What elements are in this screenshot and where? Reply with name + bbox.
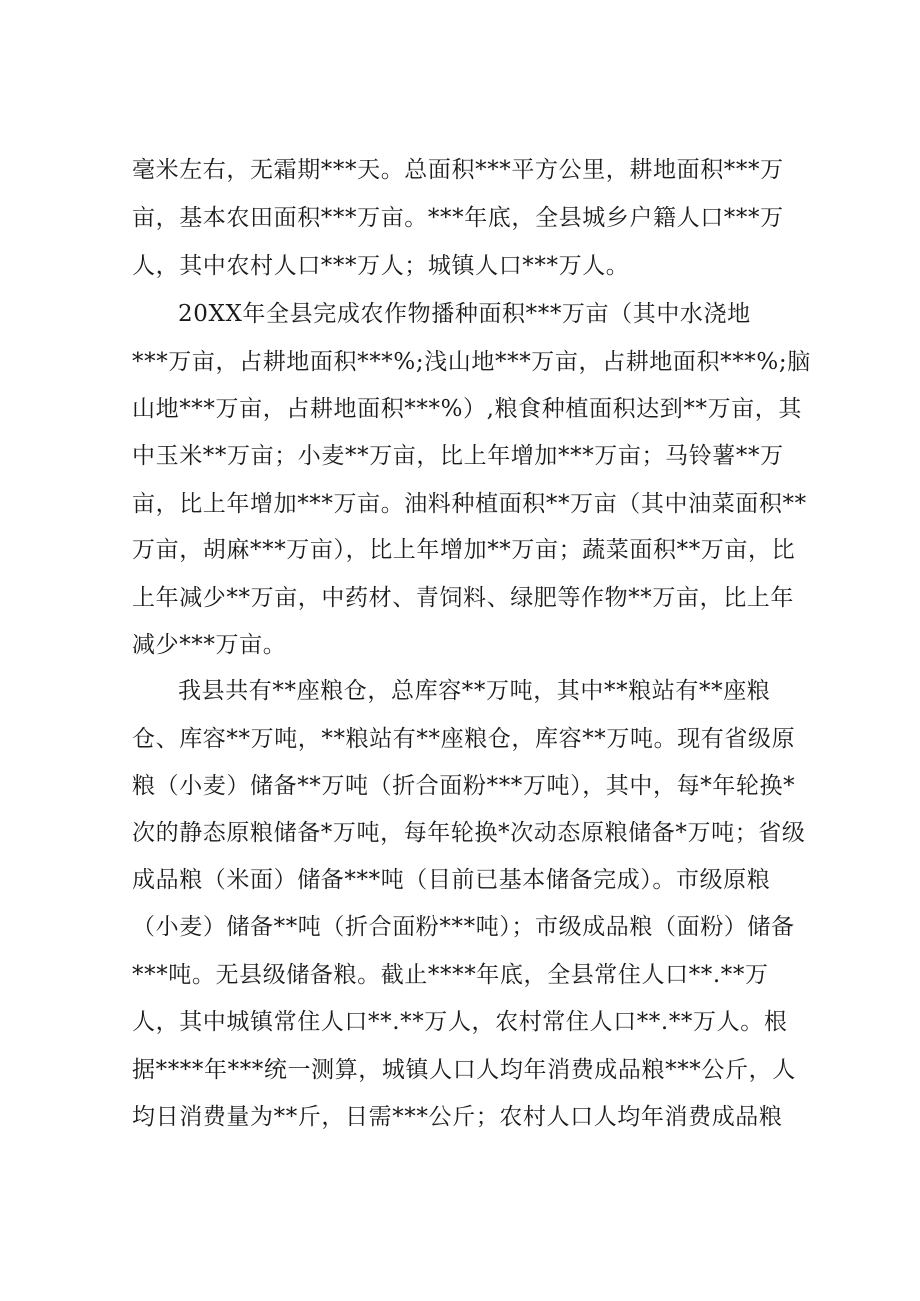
text-line: 均日消费量为**斤，日需***公斤；农村人口人均年消费成品粮 xyxy=(132,1104,783,1130)
text-line: 万亩，胡麻***万亩），比上年增加**万亩；蔬菜面积**万亩，比 xyxy=(132,537,796,563)
text-line: ***吨。无县级储备粮。截止****年底，全县常住人口**.**万 xyxy=(132,962,769,988)
text-line: 成品粮（米面）储备***吨（目前已基本储备完成）。市级原粮 xyxy=(132,867,771,893)
text-line: 20XX年全县完成农作物播种面积***万亩（其中水浇地 xyxy=(178,301,751,327)
text-line: 上年减少**万亩，中药材、青饲料、绿肥等作物**万亩，比上年 xyxy=(132,585,794,611)
text-line: 山地***万亩，占耕地面积***%）,粮食种植面积达到**万亩，其 xyxy=(132,396,802,422)
text-line: ***万亩，占耕地面积***%;浅山地***万亩，占耕地面积***%;脑 xyxy=(132,349,811,375)
text-line: 我县共有**座粮仓，总库容**万吨，其中**粮站有**座粮 xyxy=(178,678,771,704)
text-line: 亩，基本农田面积***万亩。***年底，全县城乡户籍人口***万 xyxy=(132,205,784,231)
text-line: （小麦）储备**吨（折合面粉***吨）；市级成品粮（面粉）储备 xyxy=(132,914,795,940)
text-line: 次的静态原粮储备*万吨，每年轮换*次动态原粮储备*万吨；省级 xyxy=(132,820,806,846)
text-line: 亩，比上年增加***万亩。油料种植面积**万亩（其中油菜面积** xyxy=(132,491,807,517)
text-line: 人，其中农村人口***万人；城镇人口***万人。 xyxy=(132,253,630,279)
text-line: 仓、库容**万吨，**粮站有**座粮仓，库容**万吨。现有省级原 xyxy=(132,726,796,752)
text-line: 毫米左右，无霜期***天。总面积***平方公里，耕地面积***万 xyxy=(132,157,784,183)
text-line: 粮（小麦）储备**万吨（折合面粉***万吨），其中，每*年轮换* xyxy=(132,773,796,799)
text-line: 减少***万亩。 xyxy=(132,632,287,658)
text-line: 据****年***统一测算，城镇人口人均年消费成品粮***公斤，人 xyxy=(132,1057,796,1083)
text-line: 人，其中城镇常住人口**.**万人，农村常住人口**.**万人。根 xyxy=(132,1009,788,1035)
text-line: 中玉米**万亩；小麦**万亩，比上年增加***万亩；马铃薯**万 xyxy=(132,443,784,469)
